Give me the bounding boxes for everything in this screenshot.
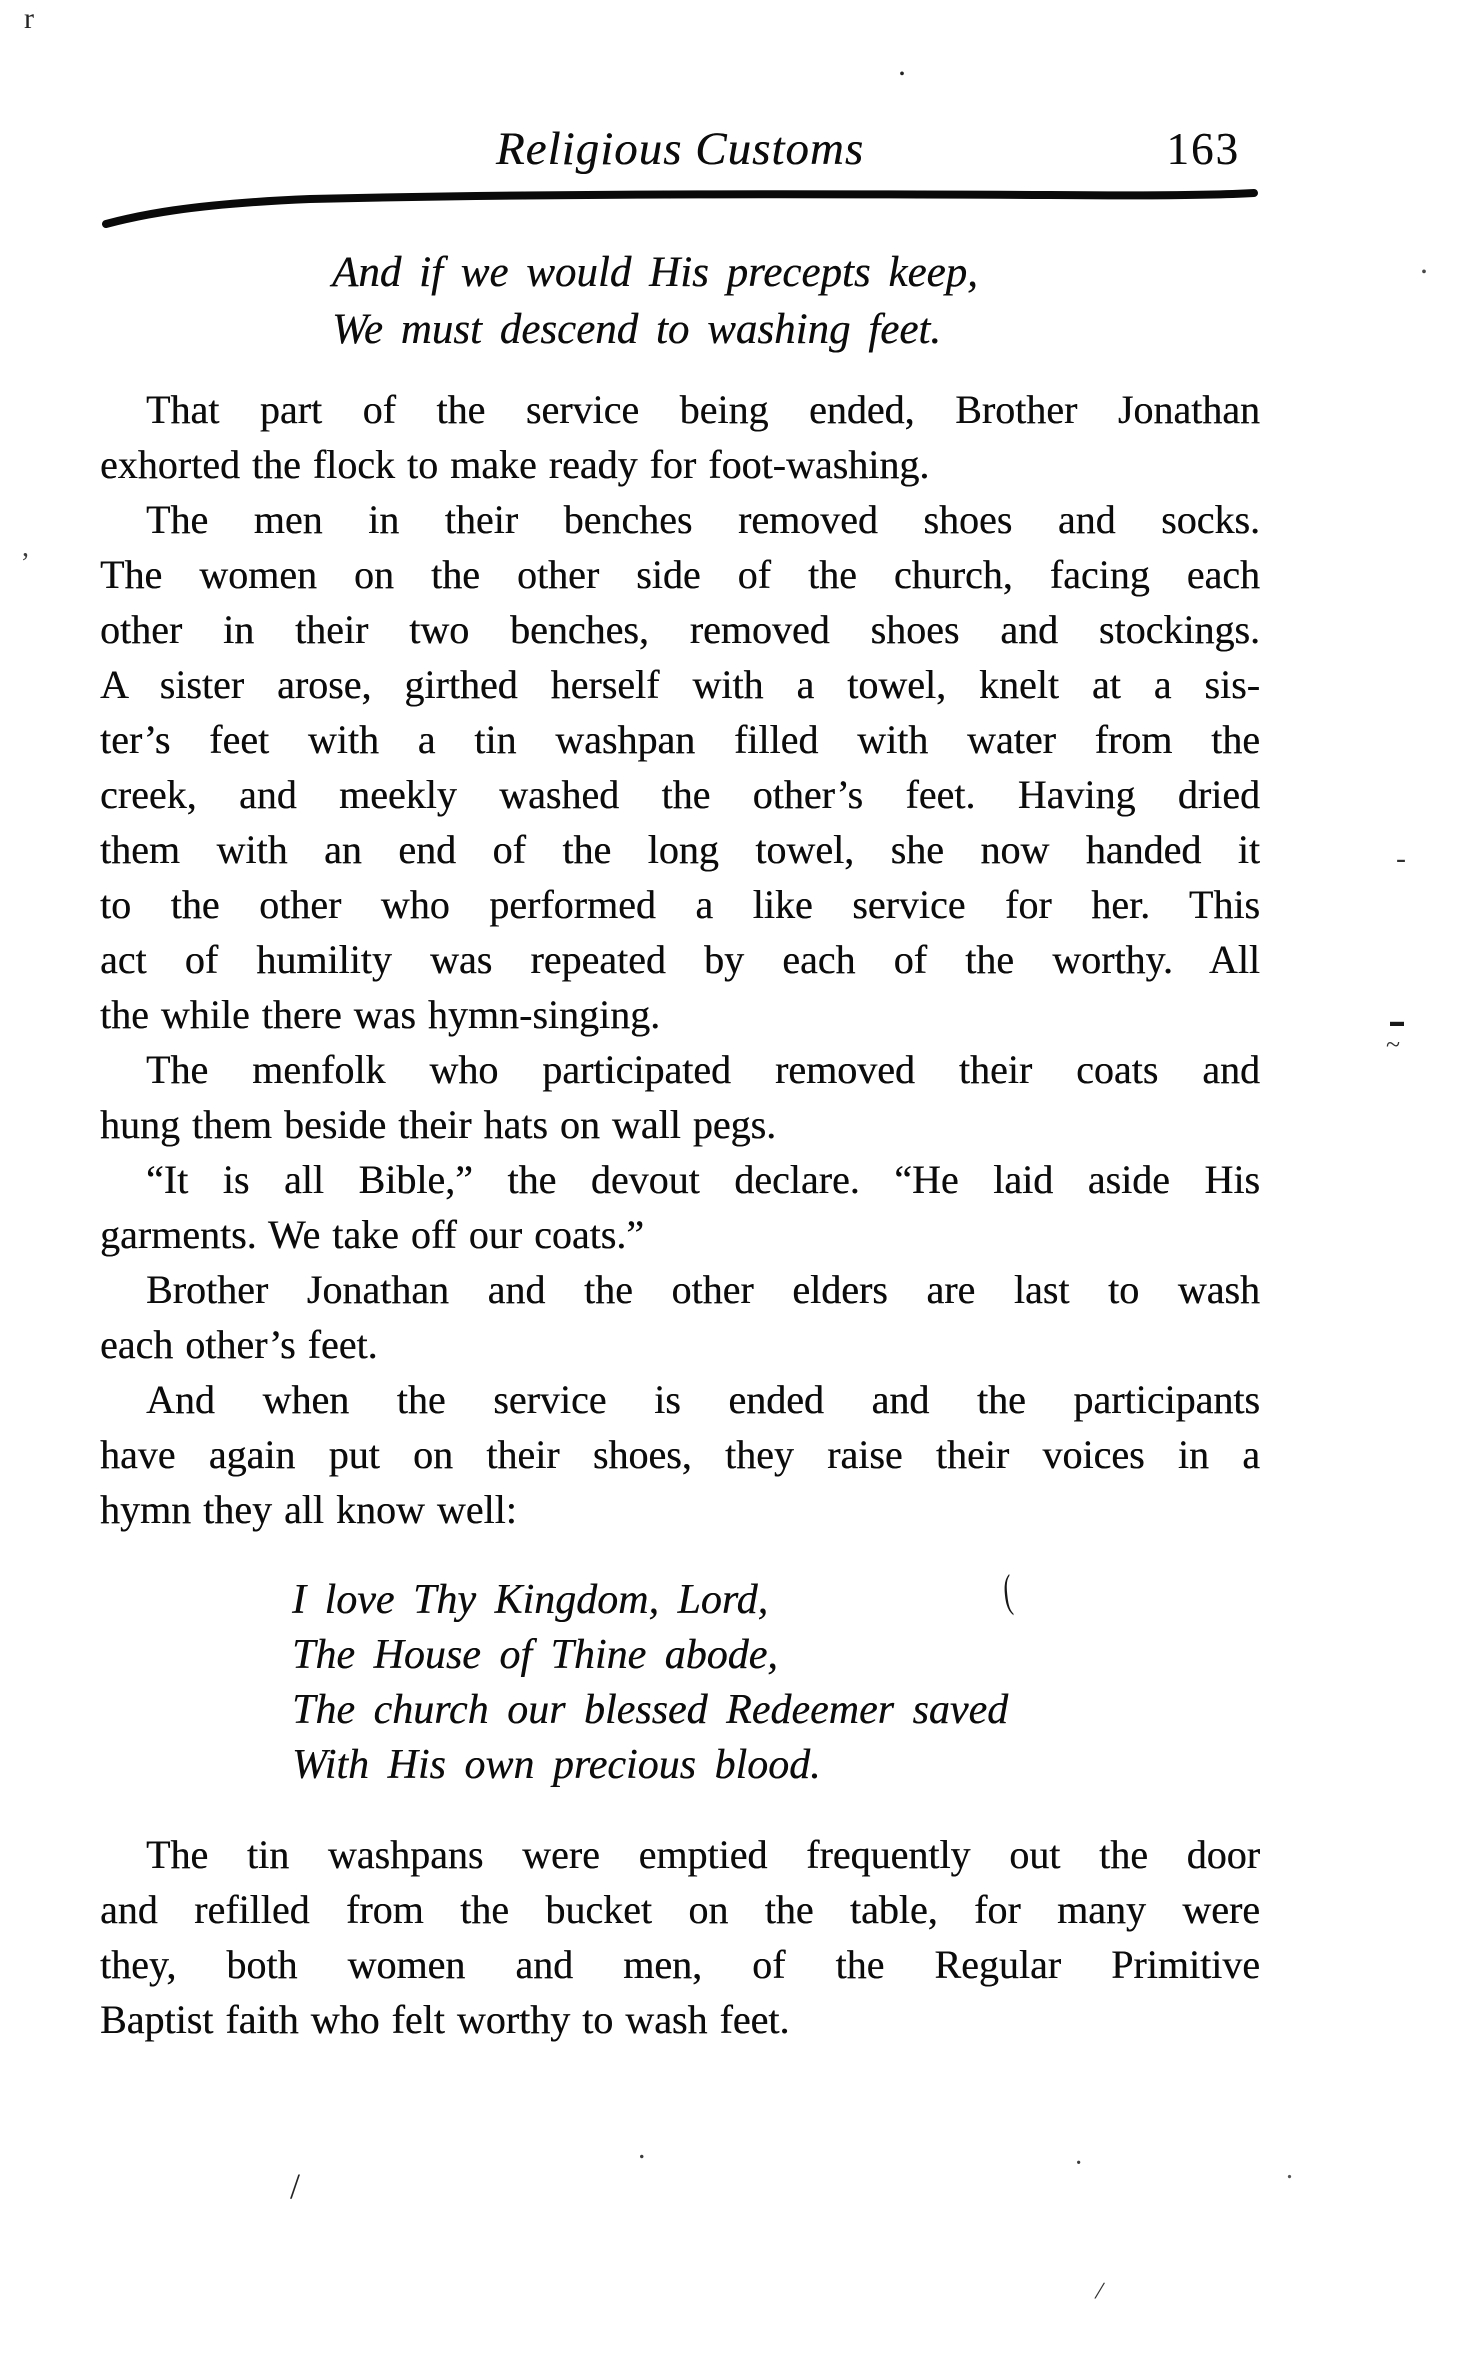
hymn-verse-line: I love Thy Kingdom, Lord, xyxy=(292,1577,769,1623)
text-line: The men in their benches removed shoes and socks. xyxy=(146,497,1260,542)
page-body xyxy=(100,382,1260,2047)
text-line: have again put on their shoes, they raise their voices in a xyxy=(100,1432,1260,1477)
text-line: Baptist faith who felt worthy to wash feet. xyxy=(100,1997,790,2042)
text-column xyxy=(100,0,1260,2047)
text-line: them with an end of the long towel, she now handed it xyxy=(100,827,1260,872)
hymn-verse-line: The church our blessed Redeemer saved xyxy=(292,1687,1009,1733)
paragraph xyxy=(100,1042,1260,1152)
ink-speck: - xyxy=(1396,842,1406,875)
text-line: creek, and meekly washed the other’s feet. Having dried xyxy=(100,772,1260,817)
text-line: they, both women and men, of the Regular Primitive xyxy=(100,1942,1260,1987)
text-line: each other’s feet. xyxy=(100,1322,378,1367)
text-line: The women on the other side of the church, facing each xyxy=(100,552,1260,597)
paragraph xyxy=(100,1262,1260,1372)
text-line: And when the service is ended and the participants xyxy=(146,1377,1260,1422)
text-line: hung them beside their hats on wall pegs. xyxy=(100,1102,777,1147)
text-line: The tin washpans were emptied frequently out the door xyxy=(146,1832,1260,1877)
running-header xyxy=(100,124,1260,174)
paragraph xyxy=(100,1152,1260,1262)
ink-speck: ( xyxy=(1000,1564,1015,1617)
text-line: That part of the service being ended, Brother Jonathan xyxy=(146,387,1260,432)
header-rule xyxy=(100,188,1260,228)
epigraph-line: We must descend to washing feet. xyxy=(332,306,942,353)
hymn-verse-line: With His own precious blood. xyxy=(292,1742,821,1788)
text-line: ter’s feet with a tin washpan filled with water from the xyxy=(100,717,1260,762)
text-line: “It is all Bible,” the devout declare. “He laid aside His xyxy=(146,1157,1260,1202)
ink-speck: . xyxy=(1420,244,1428,280)
ink-speck: . xyxy=(898,46,906,82)
text-line: A sister arose, girthed herself with a towel, knelt at a sis- xyxy=(100,662,1260,707)
header-rule-stroke xyxy=(100,188,1260,228)
ink-speck: . xyxy=(1286,2154,1293,2185)
page-number: 163 xyxy=(1166,124,1240,174)
epigraph-verse xyxy=(100,244,1260,358)
text-line: other in their two benches, removed shoes and stockings. xyxy=(100,607,1260,652)
text-line: the while there was hymn-singing. xyxy=(100,992,661,1037)
ink-speck: r xyxy=(24,2,34,35)
text-line: exhorted the flock to make ready for foot-washing. xyxy=(100,442,930,487)
text-line: to the other who performed a like service for her. This xyxy=(100,882,1260,927)
ink-speck: / xyxy=(1093,2275,1107,2306)
ink-speck: · xyxy=(1074,2148,1084,2179)
hymn-verse xyxy=(292,1573,1260,1793)
running-header-title: Religious Customs xyxy=(495,123,865,175)
text-line: act of humility was repeated by each of the worthy. All xyxy=(100,937,1260,982)
paragraph xyxy=(100,492,1260,1042)
text-line: The menfolk who participated removed their coats and xyxy=(146,1047,1260,1092)
paragraph xyxy=(100,1827,1260,2047)
ink-speck: ~ xyxy=(1386,1030,1401,1059)
hymn-verse-line: The House of Thine abode, xyxy=(292,1632,778,1678)
paragraph xyxy=(100,382,1260,492)
ink-speck: / xyxy=(290,2166,301,2206)
ink-speck: , xyxy=(22,532,29,563)
ink-speck: ▬ xyxy=(1390,1015,1404,1030)
text-line: hymn they all know well: xyxy=(100,1487,517,1532)
text-line: and refilled from the bucket on the table, for many were xyxy=(100,1887,1260,1932)
paragraph xyxy=(100,1372,1260,1537)
epigraph-line: And if we would His precepts keep, xyxy=(332,249,978,296)
text-line: garments. We take off our coats.” xyxy=(100,1212,645,1257)
text-line: Brother Jonathan and the other elders are last to wash xyxy=(146,1267,1260,1312)
ink-speck: . xyxy=(638,2132,646,2165)
